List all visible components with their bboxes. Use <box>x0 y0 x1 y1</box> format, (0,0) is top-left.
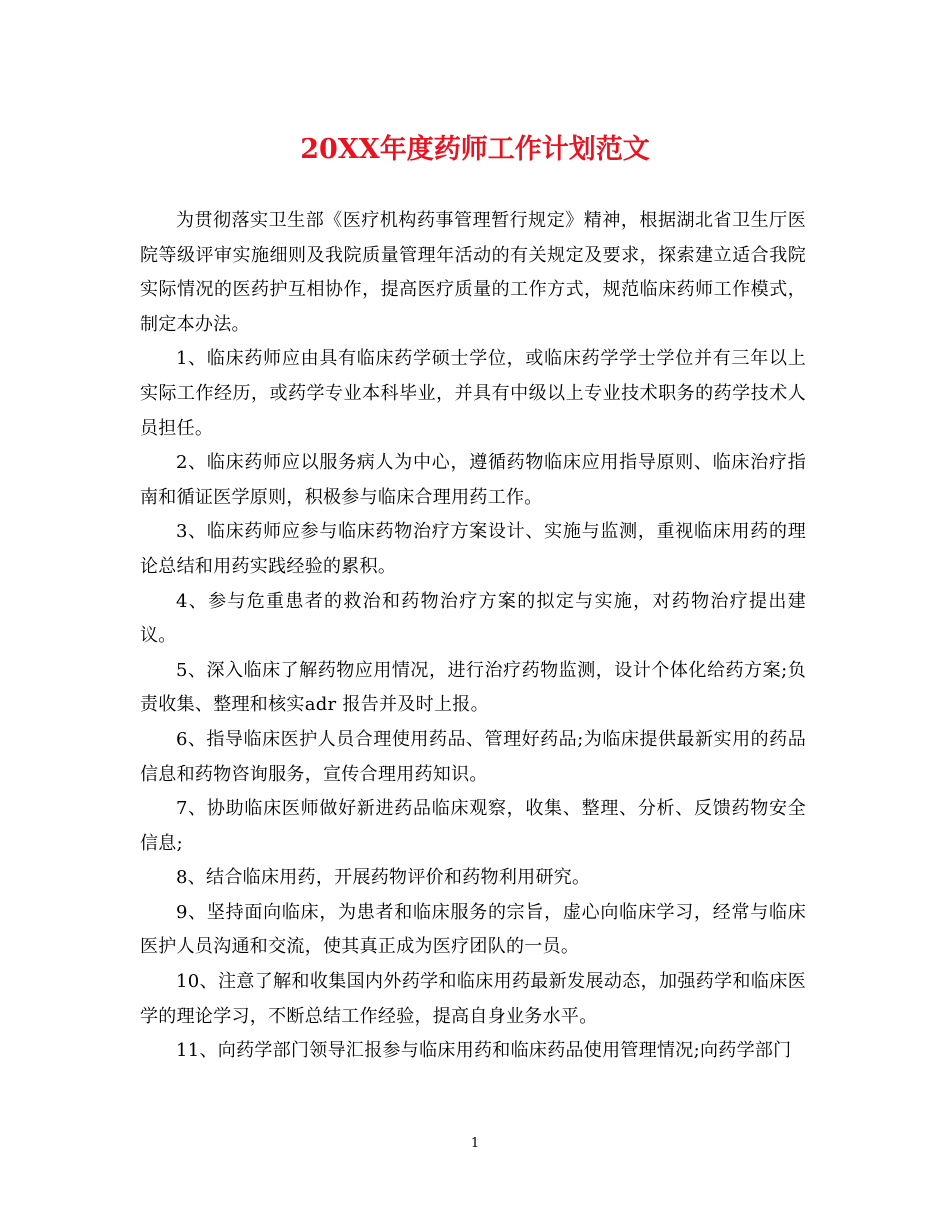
paragraph-item-11: 11、向药学部门领导汇报参与临床用药和临床药品使用管理情况;向药学部门 <box>176 1040 792 1062</box>
paragraph-item-3: 3、临床药师应参与临床药物治疗方案设计、实施与监测，重视临床用药的理论总结和用药实践经验的累积。 <box>140 521 806 577</box>
paragraph-item-8: 8、结合临床用药，开展药物评价和药物利用研究。 <box>176 867 591 889</box>
page-number: 1 <box>470 1136 480 1151</box>
paragraph-item-7: 7、协助临床医师做好新进药品临床观察，收集、整理、分析、反馈药物安全信息; <box>140 798 806 854</box>
document-title: 20XX年度药师工作计划范文 <box>300 134 650 165</box>
paragraph-item-1: 1、临床药师应由具有临床药学硕士学位，或临床药学学士学位并有三年以上实际工作经历，或药学专业本科毕业，并具有中级以上专业技术职务的药学技术人员担任。 <box>140 348 806 439</box>
paragraph-item-2: 2、临床药师应以服务病人为中心，遵循药物临床应用指导原则、临床治疗指南和循证医学原则，积极参与临床合理用药工作。 <box>140 452 806 508</box>
paragraph-item-10: 10、注意了解和收集国内外药学和临床用药最新发展动态，加强药学和临床医学的理论学习，不断总结工作经验，提高自身业务水平。 <box>140 971 806 1027</box>
paragraph-item-4: 4、参与危重患者的救治和药物治疗方案的拟定与实施，对药物治疗提出建议。 <box>140 590 806 647</box>
paragraph-item-9: 9、坚持面向临床，为患者和临床服务的宗旨，虚心向临床学习，经常与临床医护人员沟通和交流，使其真正成为医疗团队的一员。 <box>140 901 806 958</box>
document-body <box>140 204 806 1069</box>
paragraph-item-5: 5、深入临床了解药物应用情况，进行治疗药物监测，设计个体化给药方案;负责收集、整理和核实adr 报告并及时上报。 <box>140 659 806 716</box>
paragraph-item-6: 6、指导临床医护人员合理使用药品、管理好药品;为临床提供最新实用的药品信息和药物咨询服务，宣传合理用药知识。 <box>140 728 806 785</box>
paragraph-intro: 为贯彻落实卫生部《医疗机构药事管理暂行规定》精神，根据湖北省卫生厅医院等级评审实施细则及我院质量管理年活动的有关规定及要求，探索建立适合我院实际情况的医药护互相协作，提高医疗质量的工作方式，规范临床药师工作模式，制定本办法。 <box>140 210 806 335</box>
